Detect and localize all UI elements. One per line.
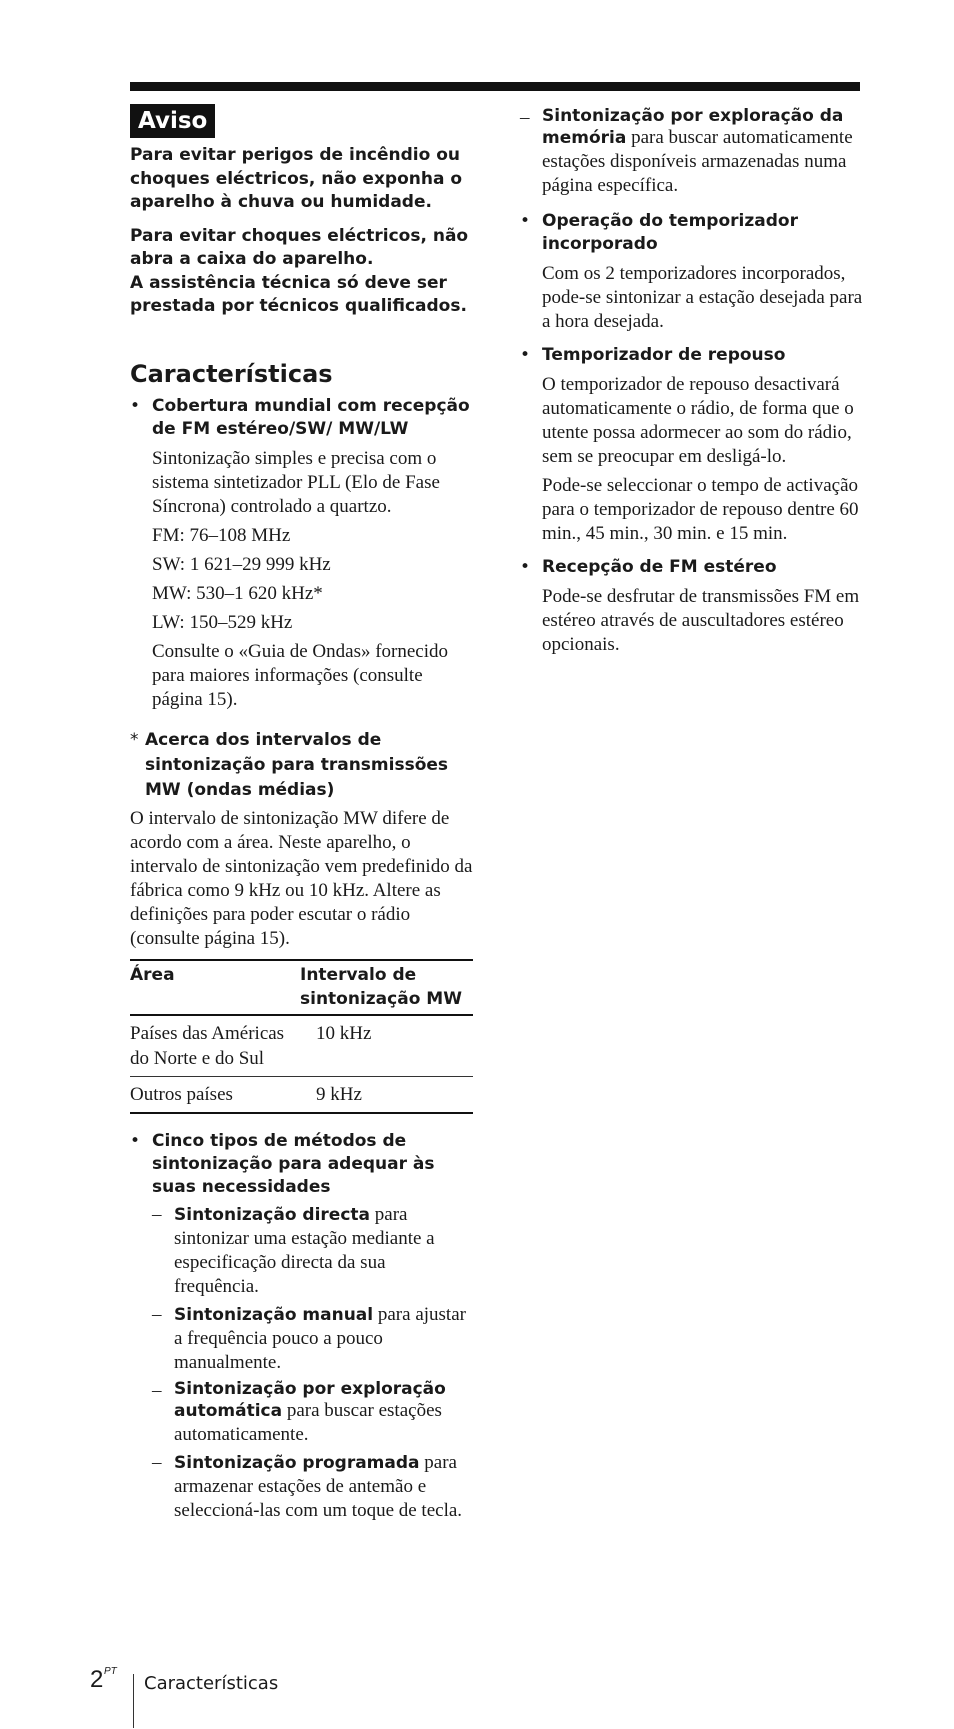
bullet-repouso <box>520 344 865 546</box>
method-item <box>152 1303 475 1375</box>
bullet-heading: Recepção de FM estéreo <box>542 557 777 577</box>
table-cell-value: 9 kHz <box>300 1076 473 1113</box>
table-header-row <box>130 960 473 1015</box>
method-name: Sintonização por exploração da memória <box>542 106 844 148</box>
table-row <box>130 1076 473 1113</box>
bullet-marker: • <box>130 395 141 416</box>
table-cell-area: Países das Américas do Norte e do Sul <box>130 1015 300 1077</box>
aviso-paragraph-1: Para evitar perigos de incêndio ou choques eléctricos, não exponha o aparelho à chuva ou humidade. <box>130 145 463 212</box>
bullet-marker: • <box>520 557 531 577</box>
method-item <box>520 106 865 198</box>
page-number: 2 <box>90 1666 104 1693</box>
asterisk-marker: * <box>130 729 139 750</box>
bullet-heading: Temporizador de repouso <box>542 345 786 365</box>
page-language-code: PT <box>104 1666 117 1677</box>
band-fm: FM: 76–108 MHz <box>152 524 291 546</box>
table-cell-value: 10 kHz <box>300 1015 473 1077</box>
mw-interval-table <box>130 959 473 1114</box>
method-name: Sintonização directa <box>174 1204 371 1225</box>
dash-marker: – <box>152 1379 162 1401</box>
bullet-text: Pode-se seleccionar o tempo de activação para o temporizador de repouso dentre 60 min., 45 min., 30 min. e 15 min. <box>542 475 859 544</box>
band-mw: MW: 530–1 620 kHz* <box>152 582 323 604</box>
method-name: Sintonização programada <box>174 1452 420 1473</box>
section-title: Características <box>130 359 333 388</box>
aviso-title: Aviso <box>130 104 215 138</box>
bullet-text: Sintonização simples e precisa com o sistema sintetizador PLL (Elo de Fase Síncrona) controlado a quartzo. <box>152 447 440 517</box>
left-column <box>130 104 475 1523</box>
method-item <box>152 1379 475 1447</box>
bullet-text: Consulte o «Guia de Ondas» fornecido para maiores informações (consulte página 15). <box>152 640 449 710</box>
method-text: para ajustar a frequência pouco a pouco manualmente. <box>174 1303 466 1373</box>
bullet-text: Pode-se desfrutar de transmissões FM em estéreo através de auscultadores estéreo opcionais. <box>542 586 860 655</box>
bullet-cobertura <box>130 395 475 712</box>
dash-marker: – <box>520 107 530 128</box>
note-text: O intervalo de sintonização MW difere de acordo com a área. Neste aparelho, o intervalo de sintonização vem predefinido da fábrica como 9 kHz ou 10 kHz. Altere as definições para poder escutar o rádio (consulte página 15). <box>130 807 473 949</box>
method-text: para buscar estações automaticamente. <box>174 1399 442 1445</box>
bullet-heading: Operação do temporizador incorporado <box>542 211 798 254</box>
bullet-cinco-tipos <box>130 1130 475 1523</box>
table-header-area: Área <box>130 960 300 1015</box>
method-name: Sintonização por exploração automática <box>174 1378 446 1421</box>
dash-marker: – <box>152 1303 162 1325</box>
footer-section-name: Características <box>144 1673 279 1694</box>
bullet-heading: Cobertura mundial com recepção de FM estéreo/SW/ MW/LW <box>152 395 470 439</box>
bullet-heading: Cinco tipos de métodos de sintonização para adequar às suas necessidades <box>152 1130 435 1197</box>
table-header-interval: Intervalo de sintonização MW <box>300 960 473 1015</box>
aviso-paragraph-2: Para evitar choques eléctricos, não abra a caixa do aparelho. A assistência técnica só deve ser prestada por técnicos qualificados. <box>130 225 469 316</box>
bullet-temporizador <box>520 210 865 334</box>
mw-note <box>130 728 475 803</box>
band-lw: LW: 150–529 kHz <box>152 611 293 633</box>
band-sw: SW: 1 621–29 999 kHz <box>152 553 331 575</box>
method-text: para sintonizar uma estação mediante a especificação directa da sua frequência. <box>174 1203 435 1297</box>
table-row <box>130 1015 473 1077</box>
method-name: Sintonização manual <box>174 1304 374 1325</box>
bullet-marker: • <box>130 1130 141 1151</box>
method-item <box>152 1451 475 1523</box>
footer-divider <box>133 1674 134 1728</box>
bullet-text: Com os 2 temporizadores incorporados, pode-se sintonizar a estação desejada para a hora desejada. <box>542 263 863 332</box>
method-text: para armazenar estações de antemão e seleccioná-las com um toque de tecla. <box>174 1451 463 1521</box>
bullet-marker: • <box>520 211 531 231</box>
table-cell-area: Outros países <box>130 1076 300 1113</box>
dash-marker: – <box>152 1203 162 1225</box>
bullet-marker: • <box>520 345 531 365</box>
bullet-fm-estereo <box>520 556 865 657</box>
method-item <box>152 1203 475 1299</box>
top-rule <box>130 82 860 91</box>
dash-marker: – <box>152 1451 162 1473</box>
right-column <box>520 104 865 662</box>
bullet-text: O temporizador de repouso desactivará automaticamente o rádio, de forma que o utente possa adormecer ao som do rádio, sem se preocupar em desligá-lo. <box>542 374 854 467</box>
method-text: para buscar automaticamente estações disponíveis armazenadas numa página específica. <box>542 127 853 196</box>
note-heading: Acerca dos intervalos de sintonização para transmissões MW (ondas médias) <box>145 729 449 800</box>
